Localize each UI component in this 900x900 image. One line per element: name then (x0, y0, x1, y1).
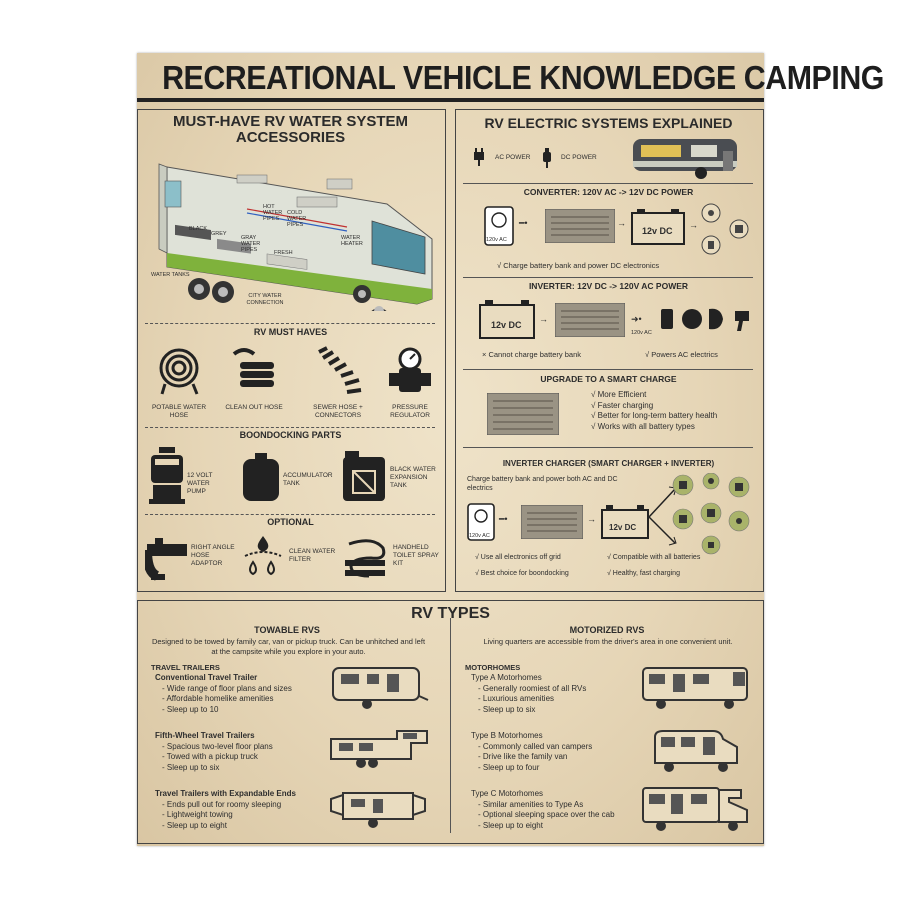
ic-battery-icon (601, 505, 649, 539)
smart-item: √ More Efficient (591, 390, 647, 399)
arrow-icon: → (539, 314, 548, 324)
ic-battery-label: 12v DC (609, 523, 637, 532)
motorized-item-name: Type B Motorhomes (471, 731, 543, 740)
divider (145, 427, 435, 428)
conventional-trailer-icon (329, 666, 429, 710)
converter-note: √ Charge battery bank and power DC electronics (497, 261, 660, 270)
must-haves-heading: RV MUST HAVES (253, 327, 328, 337)
label-hot-water-pipes: HOT WATER PIPES (263, 204, 283, 222)
towable-item-point: - Affordable homelike amenities (162, 694, 274, 703)
motorized-item-point: - Sleep up to four (478, 762, 540, 772)
type-c-motorhome-icon (641, 786, 751, 832)
motorized-item-point: - Optional sleeping space over the cab (478, 810, 615, 819)
motorized-heading: MOTORIZED RVS (569, 625, 645, 635)
divider (463, 447, 753, 448)
label-water-tanks: WATER TANKS (151, 272, 190, 278)
fifth-wheel-trailer-icon (327, 729, 431, 769)
towable-item-name: Conventional Travel Trailer (155, 673, 258, 682)
towable-item-name: Travel Trailers with Expandable Ends (155, 789, 296, 798)
travel-trailers-heading: TRAVEL TRAILERS (151, 663, 220, 672)
clean-out-hose-icon (230, 346, 278, 396)
towable-desc: Designed to be towed by family car, van or pickup truck. Can be unhitched and left at the campsite while you explore in your auto. (151, 637, 426, 656)
label-water-heater: WATER HEATER (341, 235, 363, 247)
ic-note-1: √ Use all electronics off grid (475, 554, 561, 561)
motorized-item-point: - Generally roomiest of all RVs (478, 683, 587, 693)
motorized-item-point: - Commonly called van campers (478, 741, 593, 751)
towable-item-1 (155, 673, 292, 715)
expandable-trailer-icon (329, 789, 429, 829)
motorized-item-name: Type A Motorhomes (471, 673, 542, 682)
black-water-tank-label: BLACK WATER EXPANSION TANK (390, 466, 436, 489)
clean-out-hose-label: CLEAN OUT HOSE (225, 404, 283, 411)
motorized-item-2 (471, 731, 592, 773)
towable-item-point: - Lightweight towing (162, 810, 233, 819)
motorized-item-point: - Luxurious amenities (478, 694, 555, 703)
inverter-heading: INVERTER: 12V DC -> 120V AC POWER (528, 281, 689, 291)
type-a-motorhome-icon (641, 666, 751, 710)
towable-item-point: - Towed with a pickup truck (162, 752, 258, 761)
towable-heading: TOWABLE RVS (254, 625, 320, 635)
sewer-hose-icon (313, 346, 365, 396)
inverter-unit-icon (555, 303, 625, 337)
towable-item-point: - Sleep up to eight (162, 820, 227, 830)
inverter-charger-desc: Charge battery bank and power both AC and DC electrics (467, 476, 618, 492)
converter-unit-icon (545, 209, 615, 243)
toilet-spray-kit-icon (343, 536, 389, 580)
inverter-note-bad: × Cannot charge battery bank (482, 350, 582, 359)
towable-item-point: - Sleep up to 10 (162, 704, 219, 714)
smart-charger-icon (487, 393, 559, 435)
smart-charge-list (591, 390, 717, 432)
plug-arrow-icon: ➜• (631, 314, 642, 324)
ic-outlet-label: 120v AC (469, 533, 490, 539)
hose-adaptor-label: RIGHT ANGLE HOSE ADAPTOR (191, 544, 235, 567)
potable-water-hose-icon (157, 346, 202, 396)
water-system-heading: MUST-HAVE RV WATER SYSTEM ACCESSORIES (172, 113, 409, 146)
towable-item-point: - Wide range of floor plans and sizes (162, 683, 292, 693)
arrow-icon: → (587, 514, 596, 524)
poster-title: RECREATIONAL VEHICLE KNOWLEDGE CAMPING (162, 59, 884, 96)
motorized-item-name: Type C Motorhomes (471, 789, 544, 798)
motorized-item-1 (471, 673, 586, 715)
pressure-regulator-label: PRESSURE REGULATOR (390, 404, 430, 419)
dc-power-label: DC POWER (561, 154, 597, 161)
ac-power-label: AC POWER (495, 154, 531, 161)
hose-adaptor-icon (145, 536, 191, 582)
divider (463, 277, 753, 278)
smart-item: √ Faster charging (591, 400, 654, 410)
clean-water-filter-label: CLEAN WATER FILTER (289, 548, 336, 563)
potable-water-hose-label: POTABLE WATER HOSE (151, 404, 207, 419)
towable-item-3 (155, 789, 296, 831)
title-rule (137, 98, 764, 102)
boondocking-heading: BOONDOCKING PARTS (239, 430, 342, 440)
ic-note-4: √ Healthy, fast charging (607, 570, 680, 577)
motorized-item-point: - Sleep up to eight (478, 820, 543, 830)
inverter-battery-label: 12v DC (491, 320, 522, 330)
towable-item-point: - Ends pull out for roomy sleeping (162, 799, 282, 809)
toilet-spray-kit-label: HANDHELD TOILET SPRAY KIT (393, 544, 439, 567)
towable-item-name: Fifth-Wheel Travel Trailers (155, 731, 255, 740)
motorized-item-point: - Drive like the family van (478, 752, 568, 761)
poster (137, 53, 884, 846)
ac-appliances-icon (659, 305, 753, 333)
optional-heading: OPTIONAL (267, 517, 314, 527)
type-b-motorhome-icon (651, 729, 741, 773)
towable-item-point: - Sleep up to six (162, 762, 220, 772)
label-black: BLACK (189, 226, 208, 232)
ic-note-2: √ Compatible with all batteries (607, 554, 701, 561)
divider (145, 514, 435, 515)
dc-devices-icon (699, 203, 751, 255)
label-cold-water-pipes: COLD WATER PIPES (287, 210, 307, 228)
motorized-item-point: - Similar amenities to Type As (478, 799, 584, 809)
arrow-icon: → (617, 218, 626, 228)
ac-plug-icon (472, 148, 486, 166)
clean-water-filter-icon (241, 534, 285, 580)
label-fresh: FRESH (274, 250, 293, 256)
outlet-label: 120v AC (486, 237, 507, 243)
label-gray-water-pipes: GRAY WATER PIPES (241, 235, 261, 253)
label-grey: GREY (211, 231, 227, 237)
smart-item: √ Better for long-term battery health (591, 411, 718, 420)
inverter-ac-label: 120v AC (631, 330, 652, 336)
ic-note-3: √ Best choice for boondocking (475, 570, 569, 577)
black-water-tank-icon (341, 449, 387, 503)
dc-plug-icon (541, 148, 553, 168)
sewer-hose-label: SEWER HOSE + CONNECTORS (313, 404, 363, 419)
column-divider (450, 618, 451, 833)
water-pump-label: 12 VOLT WATER PUMP (187, 472, 213, 495)
pressure-regulator-icon (387, 346, 433, 396)
inverter-charger-unit-icon (521, 505, 583, 539)
inverter-battery-icon (479, 299, 535, 339)
smart-item: √ Works with all battery types (591, 421, 695, 431)
inverter-charger-heading: INVERTER CHARGER (SMART CHARGER + INVERTER) (502, 459, 715, 468)
trailer-illustration (631, 137, 743, 181)
accumulator-tank-icon (241, 453, 281, 503)
battery-label: 12v DC (642, 226, 673, 236)
motorized-item-point: - Sleep up to six (478, 704, 536, 714)
motorized-item-3 (471, 789, 615, 831)
inverter-note-good: √ Powers AC electrics (645, 350, 718, 359)
accumulator-tank-label: ACCUMULATOR TANK (283, 472, 333, 487)
rv-types-heading: RV TYPES (411, 605, 490, 622)
label-city-water: CITY WATER CONNECTION (246, 293, 284, 306)
divider (145, 323, 435, 324)
ic-devices-icon (667, 473, 757, 555)
motorized-desc: Living quarters are accessible from the driver's area in one convenient unit. (483, 637, 733, 646)
divider (463, 183, 753, 184)
smart-charge-heading: UPGRADE TO A SMART CHARGE (540, 374, 677, 384)
divider (463, 369, 753, 370)
motorhomes-heading: MOTORHOMES (465, 663, 521, 672)
towable-item-point: - Spacious two-level floor plans (162, 741, 273, 751)
plug-arrow-icon: ━• (519, 218, 528, 228)
arrow-icon: → (689, 220, 698, 230)
converter-heading: CONVERTER: 120V AC -> 12V DC POWER (523, 187, 694, 197)
plug-arrow-icon: ━• (499, 514, 508, 524)
towable-item-2 (155, 731, 273, 773)
electric-heading: RV ELECTRIC SYSTEMS EXPLAINED (484, 115, 733, 131)
water-pump-icon (147, 447, 187, 505)
